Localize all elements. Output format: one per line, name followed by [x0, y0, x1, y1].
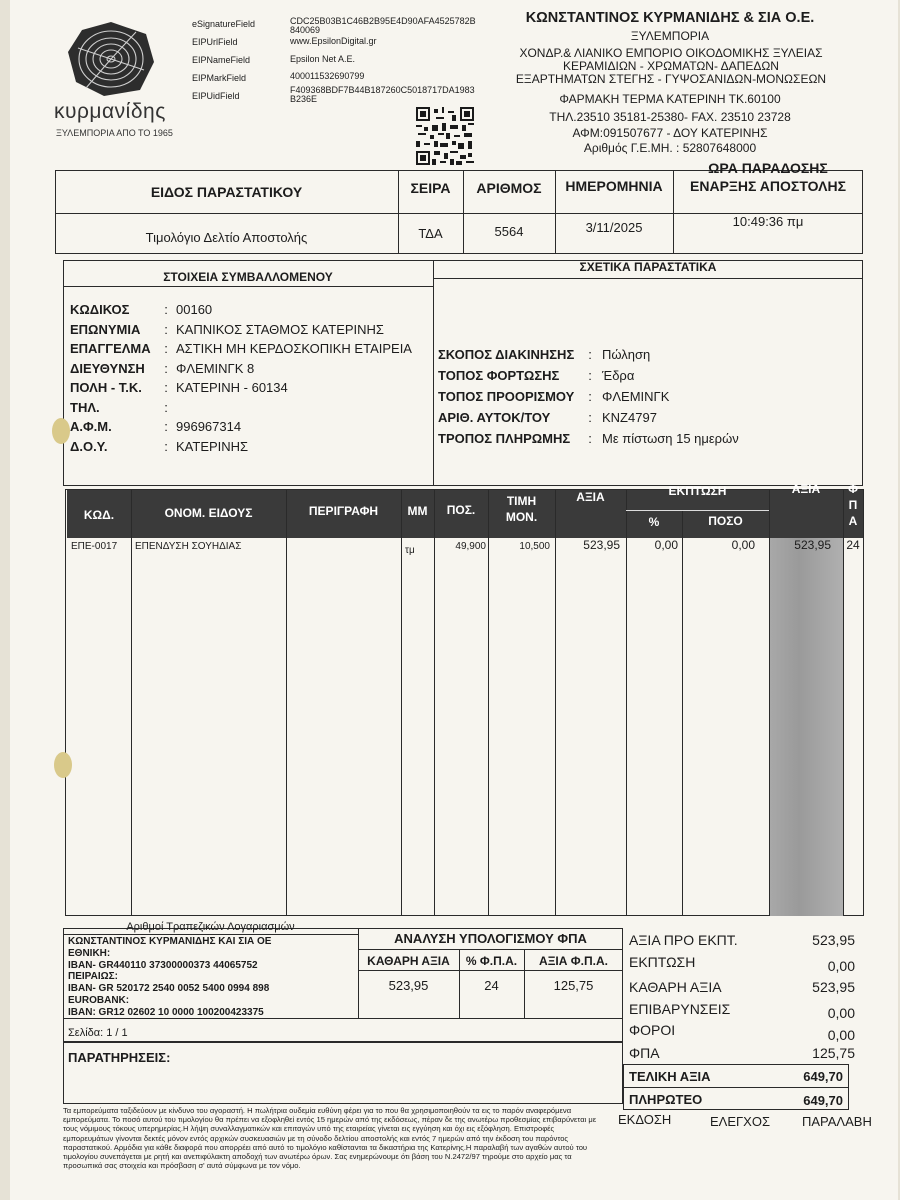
logo-mark — [66, 20, 156, 98]
esig-label: EIPUidField — [192, 91, 240, 101]
company-address: ΦΑΡΜΑΚΗ ΤΕΡΜΑ ΚΑΤΕΡΙΝΗ ΤΚ.60100 — [559, 92, 781, 106]
esig-value-signature: CDC25B03B1C46B2B95E4D90AFA4525782B 840069 — [290, 17, 476, 35]
company-activity-3: ΕΞΑΡΤΗΜΑΤΩΝ ΣΤΕΓΗΣ - ΓΥΨΟΣΑΝΙΔΩΝ-ΜΟΝΩΣΕΩΝ — [515, 72, 827, 86]
esig-label: EIPMarkField — [192, 73, 247, 83]
total-charges: ΕΠΙΒΑΡΥΝΣΕΙΣ 0,00 — [629, 1001, 855, 1021]
doc-time-header-2: ΕΝΑΡΞΗΣ ΑΠΟΣΤΟΛΗΣ — [690, 178, 846, 194]
col-qty-header: ΠΟΣ. — [446, 503, 476, 517]
total-before-discount: ΑΞΙΑ ΠΡΟ ΕΚΠΤ. 523,95 — [629, 932, 855, 948]
vat-amount-header: ΑΞΙΑ Φ.Π.Α. — [539, 954, 608, 968]
related-field-payment: ΤΡΟΠΟΣ ΠΛΗΡΩΜΗΣ : Με πίστωση 15 ημερών — [438, 431, 739, 446]
bank-piraeus-iban: IBAN- GR 520172 2540 0052 5400 0994 898 — [68, 983, 270, 995]
esig-label: EIPUrlField — [192, 37, 238, 47]
related-fields — [438, 344, 858, 449]
logo-tagline: ΞΥΛΕΜΠΟΡΙΑ ΑΠΟ ΤΟ 1965 — [56, 128, 173, 138]
row-vat: 24 — [846, 538, 860, 552]
bank-eurobank-label: EUROBANK: — [68, 994, 130, 1006]
party-field-address: ΔΙΕΥΘΥΝΣΗ : ΦΛΕΜΙΝΓΚ 8 — [70, 360, 255, 376]
col-price-header-1: ΤΙΜΗ — [506, 494, 537, 508]
vat-title: ΑΝΑΛΥΣΗ ΥΠΟΛΟΓΙΣΜΟΥ ΦΠΑ — [394, 931, 587, 946]
company-vat: ΑΦΜ:091507677 - ΔΟΥ ΚΑΤΕΡΙΝΗΣ — [572, 126, 768, 140]
col-code-header: ΚΩΔ. — [83, 508, 115, 522]
doc-series-header: ΣΕΙΡΑ — [410, 180, 451, 196]
esig-value-uid: F409368BDF7B44B187260C5018717DA1983 B236E — [290, 86, 475, 104]
party-field-tax-id: Α.Φ.Μ. : 996967314 — [70, 419, 242, 434]
row-name: ΕΠΕΝΔΥΣΗ ΣΟΥΗΔΙΑΣ — [135, 541, 242, 552]
col-price-header-2: ΜΟΝ. — [505, 510, 538, 524]
esig-value-url: www.EpsilonDigital.gr — [290, 36, 377, 46]
vat-pct-header: % Φ.Π.Α. — [465, 954, 518, 968]
row-mm: τμ — [405, 545, 415, 556]
party-field-city: ΠΟΛΗ - Τ.Κ. : ΚΑΤΕΡΙΝΗ - 60134 — [70, 380, 288, 395]
party-field-code: ΚΩΔΙΚΟΣ : 00160 — [70, 302, 213, 317]
col-value-header: ΑΞΙΑ — [576, 490, 605, 504]
party-title: ΣΤΟΙΧΕΙΑ ΣΥΜΒΑΛΛΟΜΕΝΟΥ — [163, 270, 333, 284]
col-net-header: ΑΞΙΑ — [791, 482, 821, 496]
party-field-name: ΕΠΩΝΥΜΙΑ : ΚΑΠΝΙΚΟΣ ΣΤΑΘΜΟΣ ΚΑΤΕΡΙΝΗΣ — [70, 321, 384, 337]
esig-labels — [192, 15, 282, 105]
col-discount-pct-header: % — [648, 515, 660, 529]
col-vat-header-2: Π — [848, 498, 858, 512]
related-title: ΣΧΕΤΙΚΑ ΠΑΡΑΣΤΑΤΙΚΑ — [579, 260, 717, 274]
row-code: ΕΠΕ-0017 — [71, 541, 118, 552]
doc-time-value: 10:49:36 πμ — [732, 214, 804, 229]
party-field-tax-office: Δ.Ο.Υ. : ΚΑΤΕΡΙΝΗΣ — [70, 438, 249, 454]
invoice-sheet — [10, 0, 898, 1200]
total-final: ΤΕΛΙΚΗ ΑΞΙΑ 649,70 — [629, 1069, 843, 1084]
total-taxes: ΦΟΡΟΙ 0,00 — [629, 1022, 855, 1043]
party-field-profession: ΕΠΑΓΓΕΛΜΑ : ΑΣΤΙΚΗ ΜΗ ΚΕΡΔΟΣΚΟΠΙΚΗ ΕΤΑΙΡΕΙΑ — [70, 341, 412, 356]
doc-time-header-1: ΩΡΑ ΠΑΡΑΔΟΣΗΣ — [708, 160, 828, 176]
company-name: ΚΩΝΣΤΑΝΤΙΝΟΣ ΚΥΡΜΑΝΙΔΗΣ & ΣΙΑ Ο.Ε. — [525, 10, 815, 26]
signature-receipt: ΠΑΡΑΛΑΒΗ — [802, 1114, 872, 1129]
vat-pct-value: 24 — [484, 978, 499, 993]
col-name-header: ΟΝΟΜ. ΕΙΔΟΥΣ — [164, 506, 253, 520]
related-field-vehicle: ΑΡΙΘ. ΑΥΤΟΚ/ΤΟΥ : KNZ4797 — [438, 410, 657, 425]
party-fields — [70, 300, 430, 456]
vat-net-header: ΚΑΘΑΡΗ ΑΞΙΑ — [367, 954, 450, 968]
total-vat: ΦΠΑ 125,75 — [629, 1045, 855, 1061]
page-number: Σελίδα: 1 / 1 — [68, 1027, 128, 1039]
bank-eurobank-iban: IBAN: GR12 02602 10 0000 100200423375 — [68, 1006, 264, 1018]
esig-value-mark: 400011532690799 — [290, 71, 365, 81]
row-net: 523,95 — [794, 538, 831, 552]
bank-ethniki-iban: IBAN- GR440110 37300000373 44065752 — [68, 959, 258, 971]
bank-ethniki-label: ΕΘΝΙΚΗ: — [68, 947, 111, 959]
related-field-loading: ΤΟΠΟΣ ΦΟΡΤΩΣΗΣ : Έδρα — [438, 368, 635, 383]
col-desc-header: ΠΕΡΙΓΡΑΦΗ — [308, 504, 379, 518]
bank-title: Αριθμοί Τραπεζικών Λογαριασμών — [126, 921, 295, 933]
row-qty: 49,900 — [455, 541, 486, 552]
col-discount-amount-header: ΠΟΣΟ — [708, 514, 743, 528]
total-payable: ΠΛΗΡΩΤΕΟ 649,70 — [629, 1092, 843, 1108]
related-field-purpose: ΣΚΟΠΟΣ ΔΙΑΚΙΝΗΣΗΣ : Πώληση — [438, 347, 651, 362]
logo-name: κυρμανίδης — [54, 100, 166, 123]
doc-date-value: 3/11/2025 — [585, 220, 643, 235]
bank-holder: ΚΩΝΣΤΑΝΤΙΝΟΣ ΚΥΡΜΑΝΙΔΗΣ ΚΑΙ ΣΙΑ ΟΕ — [68, 936, 272, 947]
esig-label: eSignatureField — [192, 19, 256, 29]
row-discount-amount: 0,00 — [731, 538, 755, 552]
company-phone: ΤΗΛ.23510 35181-25380- FAX. 23510 23728 — [549, 110, 791, 124]
company-activity-2: ΚΕΡΑΜΙΔΙΩΝ - ΧΡΩΜΑΤΩΝ- ΔΑΠΕΔΩΝ — [563, 59, 779, 73]
doc-type-value: Τιμολόγιο Δελτίο Αποστολής — [145, 230, 308, 245]
total-net: ΚΑΘΑΡΗ ΑΞΙΑ 523,95 — [629, 979, 855, 995]
related-field-destination: ΤΟΠΟΣ ΠΡΟΟΡΙΣΜΟΥ : ΦΛΕΜΙΝΓΚ — [438, 389, 670, 404]
remarks-label: ΠΑΡΑΤΗΡΗΣΕΙΣ: — [68, 1050, 171, 1065]
col-mm-header: ΜΜ — [407, 504, 428, 518]
vat-amount-value: 125,75 — [553, 978, 594, 993]
totals-box — [623, 928, 863, 1110]
col-discount-header: ΕΚΠΤΩΣΗ — [668, 484, 727, 498]
bank-lines — [68, 936, 358, 1019]
punch-hole — [54, 752, 72, 778]
disclaimer-text: Τα εμπορεύματα ταξιδεύουν με κίνδυνο του αγοραστή. Η πωλήτρια ουδεμία ευθύνη φέρει για το που θα χρησιμοποιηθούν τα εις το παρόν αναφερόμενα εμπορεύματα. Το ποσό αυτού του τιμολογίου θα πρέπει να εξοφληθεί εντός 15 ημερών από της εκδόσεως, πέραν δε της ανωτέρω προθεσμίας επιβαρύνεται με τους νόμιμους τόκους υπερημερίας.Η λήψη συναλλαγματικών και επιταγών υπό της εταιρείας γίνεται εις εγγύηση και όχι εις εξόφληση. Επιστροφές εμπορευμάτων γίνονται δεκτές μόνον εντός αρχικών συσκευασιών με τη σύνοδο δελτίου αποστολής και εντός 7 ημερών από την έκδοση του παρόντος παραστατικού. Αρμόδια για κάθε διαφορά που απορρέει από αυτό το τιμολόγιο καθίστανται τα δικαστήρια της Κατερίνης.Η παραλαβή των αγαθών αυτού του τιμολογίου συνεπάγεται με ρητή και ανεπιφύλακτη αποδοχή των ανωτέρω όρων. Σας ενημερώνουμε ότι βάση του Ν.2472/97 τηρούμε στο αρχείο μας τα προσωπικά σας στοιχεία και πρόσβαση σ' αυτά σύμφωνα με τον νόμο. — [63, 1106, 597, 1171]
row-discount-pct: 0,00 — [654, 538, 678, 552]
company-gemi: Αριθμός Γ.Ε.ΜΗ. : 52807648000 — [583, 141, 757, 155]
company-trade: ΞΥΛΕΜΠΟΡΙΑ — [630, 29, 710, 43]
table-row — [67, 538, 863, 557]
signature-issue: ΕΚΔΟΣΗ — [618, 1112, 672, 1127]
company-activity-1: ΧΟΝΔΡ.& ΛΙΑΝΙΚΟ ΕΜΠΟΡΙΟ ΟΙΚΟΔΟΜΙΚΗΣ ΞΥΛΕΙΑΣ — [519, 46, 823, 60]
total-discount: ΕΚΠΤΩΣΗ 0,00 — [629, 954, 855, 974]
doc-number-header: ΑΡΙΘΜΟΣ — [476, 180, 542, 196]
doc-type-header: ΕΙΔΟΣ ΠΑΡΑΣΤΑΤΙΚΟΥ — [150, 184, 303, 200]
esig-value-name: Epsilon Net A.E. — [290, 54, 356, 64]
doc-series-value: ΤΔΑ — [418, 226, 443, 241]
party-field-phone: ΤΗΛ. : — [70, 399, 168, 415]
vat-net-value: 523,95 — [388, 978, 429, 993]
esig-label: EIPNameField — [192, 55, 251, 65]
net-value-shade — [770, 538, 843, 916]
row-price: 10,500 — [519, 541, 550, 552]
col-vat-header-1: Φ — [848, 482, 858, 496]
bank-piraeus-label: ΠΕΙΡΑΙΩΣ: — [68, 971, 118, 983]
doc-number-value: 5564 — [494, 224, 524, 239]
doc-date-header: ΗΜΕΡΟΜΗΝΙΑ — [565, 178, 663, 194]
punch-hole — [52, 418, 70, 444]
qr-code-icon — [416, 107, 474, 165]
signature-check: ΕΛΕΓΧΟΣ — [710, 1114, 771, 1129]
col-vat-header-3: Α — [848, 514, 858, 528]
row-value: 523,95 — [583, 538, 620, 552]
